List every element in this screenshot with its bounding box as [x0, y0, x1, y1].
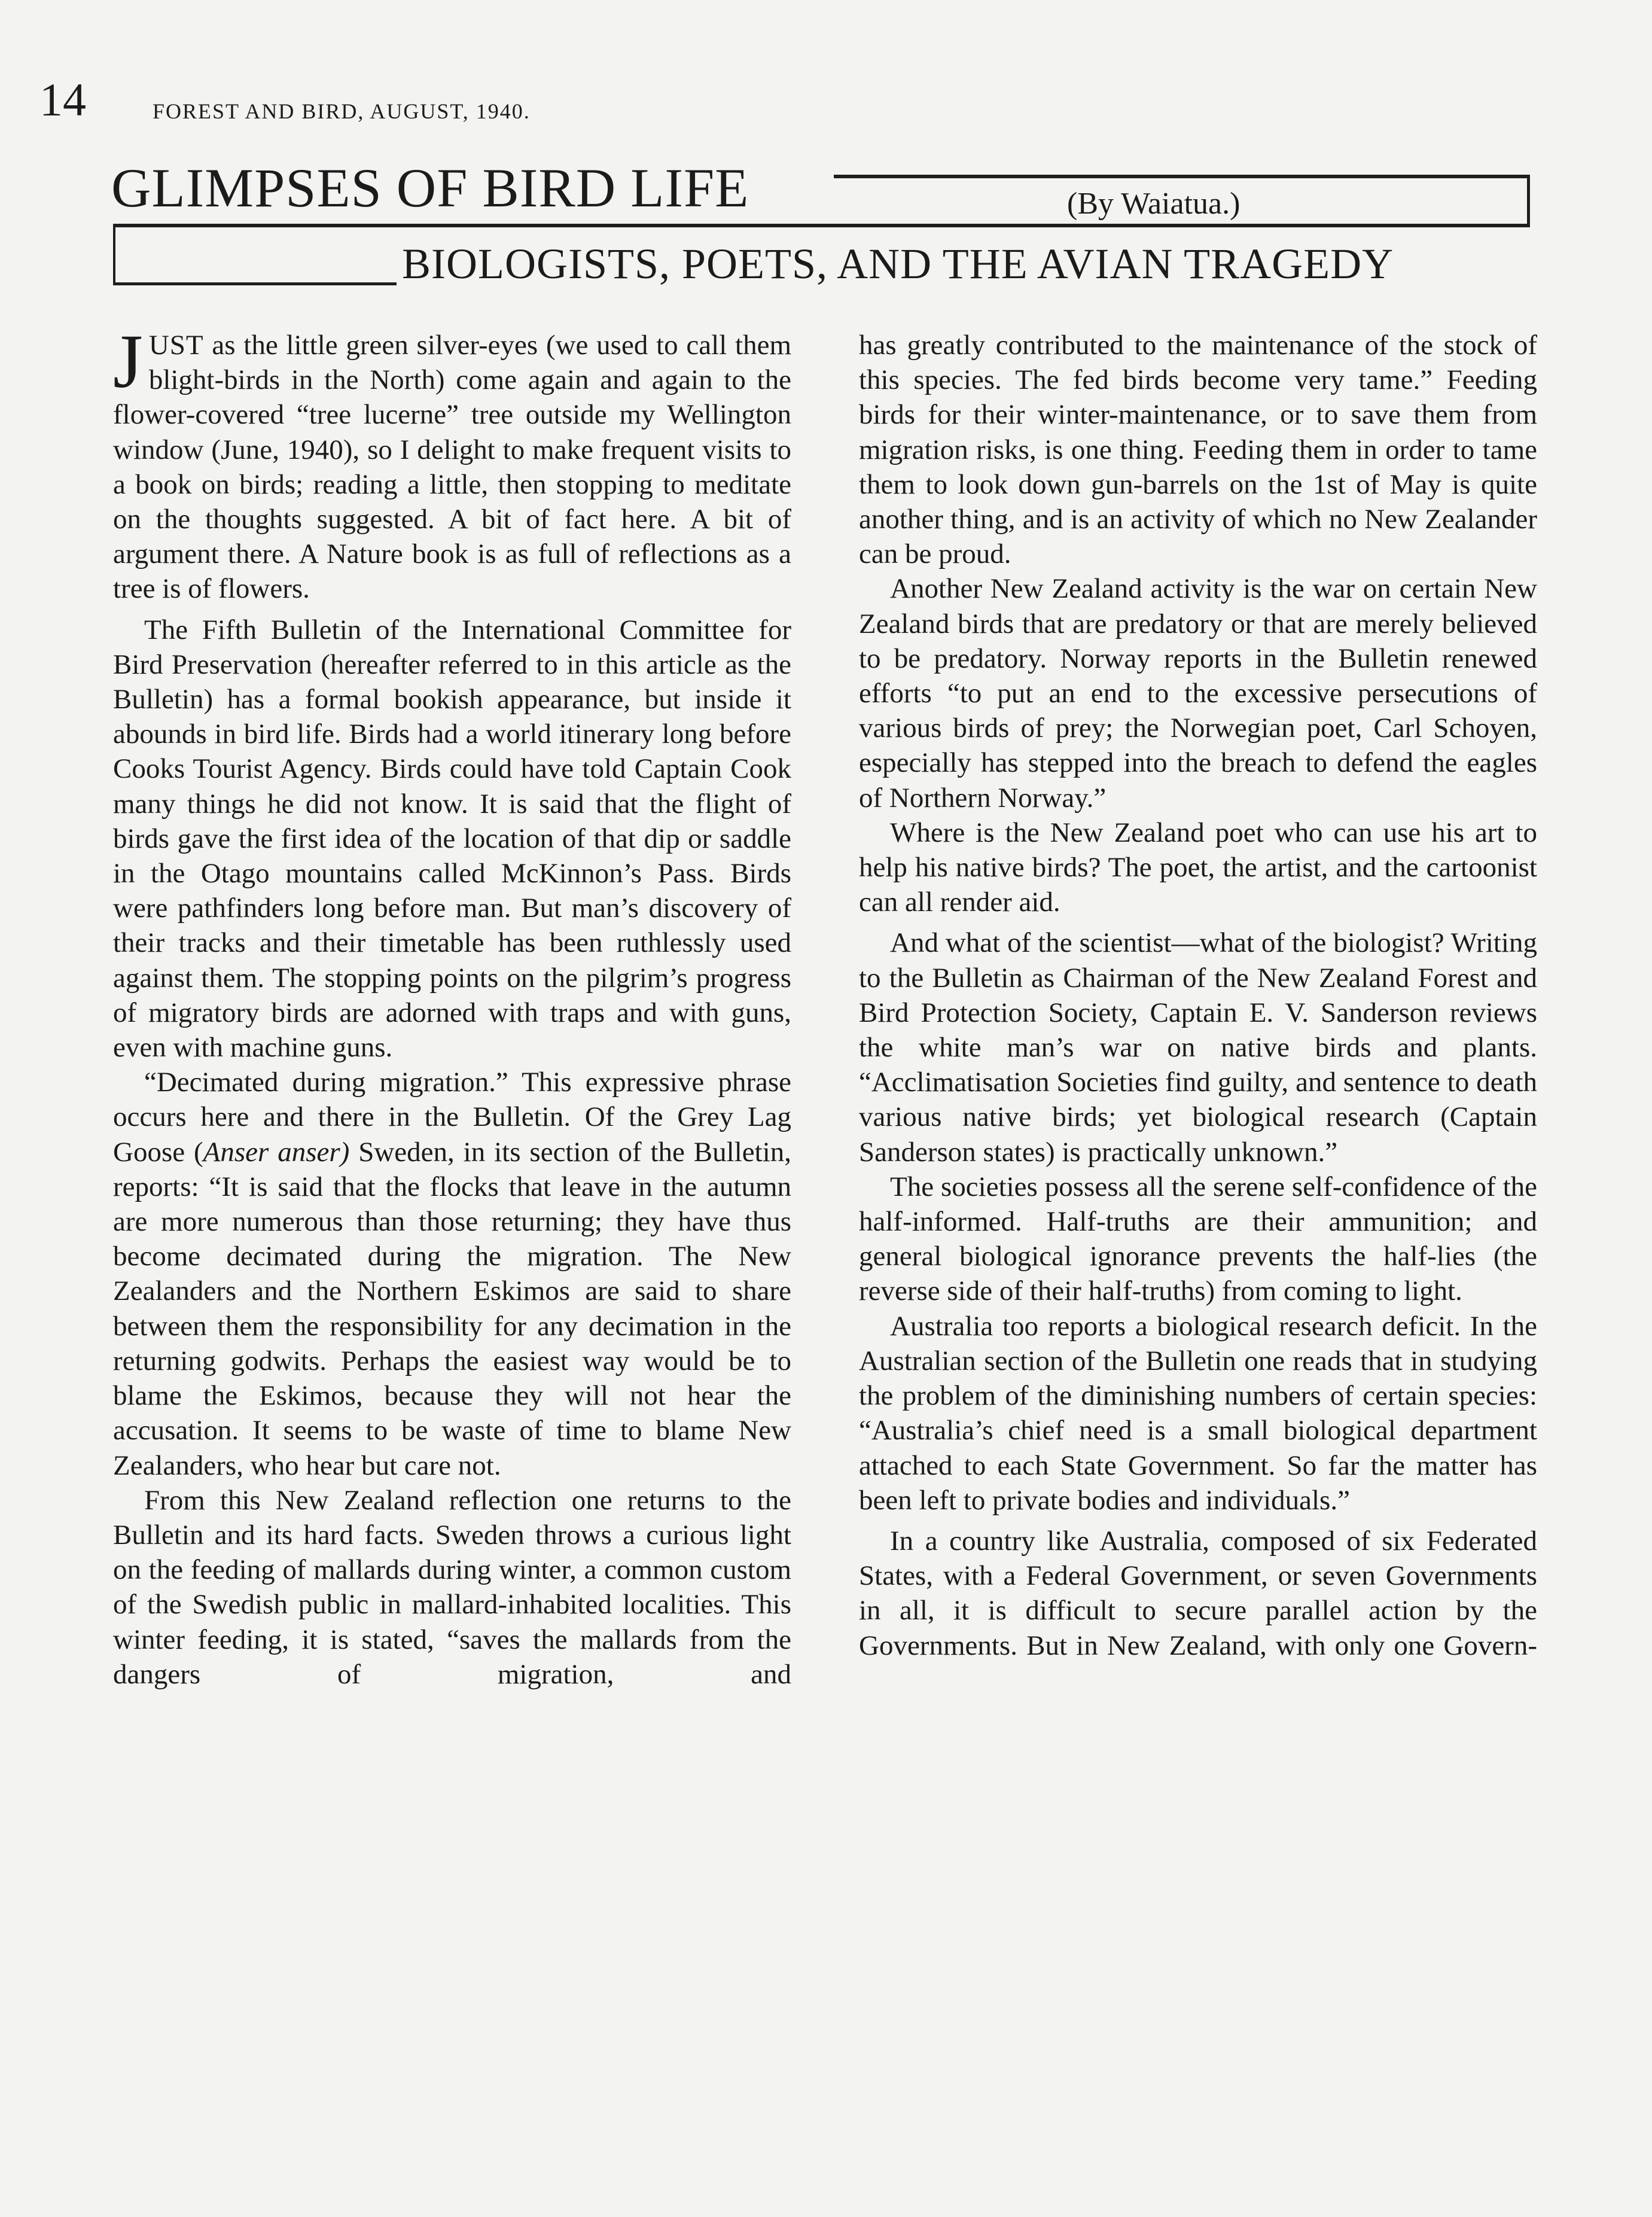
paragraph: The Fifth Bulletin of the International Committee for Bird Preservation (hereafter referred to in this article as the Bulletin) has a formal bookish appearance, but inside it abounds in bird life. Birds had a world itinerary long before Cooks Tourist Agency. Birds could have told Captain Cook many things he did not know. It is said that the flight of birds gave the first idea of the location of that dip or saddle in the Otago mountains called McKinnon’s Pass. Birds were pathfinders long before man. But man’s discovery of their tracks and their timetable has been ruthlessly used against them. The stopping points on the pilgrim’s progress of migratory birds are adorned with traps and with guns, even with machine guns.: [113, 614, 791, 1064]
subtitle-left-rule: [113, 226, 115, 285]
subtitle-short-rule: [113, 282, 397, 285]
title-top-rule: [834, 175, 1530, 178]
article-subtitle: BIOLOGISTS, POETS, AND THE AVIAN TRAGEDY: [402, 240, 1394, 288]
article-column-right: [859, 328, 1537, 1663]
drop-cap: J: [113, 319, 143, 404]
page-number: 14: [39, 74, 86, 126]
paragraph: The societies possess all the serene self-confidence of the half-informed. Half-truths are their ammunition; and general biological ignorance prevents the half-lies (the reverse side of their half-truths) from coming to light.: [859, 1171, 1537, 1307]
running-head: FOREST AND BIRD, AUGUST, 1940.: [153, 99, 531, 123]
paragraph: Another New Zealand activity is the war on certain New Zealand birds that are predatory or that are merely believed to be predatory. Norway reports in the Bulletin renewed efforts “to put an end to the excessive persecutions of various birds of prey; the Norwegian poet, Carl Schoyen, especially has stepped into the breach to defend the eagles of Northern Norway.”: [859, 573, 1537, 814]
article-byline: (By Waiatua.): [1067, 187, 1240, 221]
paragraph: has greatly contributed to the maintenance of the stock of this species. The fed birds become very tame.” Feeding birds for their winter-maintenance, or to save them from migration risks, is one thing. Feeding them in order to tame them to look down gun-barrels on the 1st of May is quite another thing, and is an activity of which no New Zealander can be proud.: [859, 330, 1537, 570]
title-bottom-rule: [113, 224, 1530, 227]
paragraph: Where is the New Zealand poet who can use his art to help his native birds? The poet, the artist, and the cartoonist can all render aid.: [859, 817, 1537, 918]
paragraph: In a country like Australia, composed of six Federated States, with a Federal Government, or seven Governments in all, it is difficult to secure parallel action by the Governments. But in New Zealand, with only one Govern-: [859, 1525, 1537, 1661]
article-column-left: [113, 319, 792, 1692]
paragraph: JUST as the little green silver-eyes (we used to call them blight-birds in the North) come again and again to the flower-covered “tree lucerne” tree outside my Wellington window (June, 1940), so I delight to make frequent visits to a book on birds; reading a little, then stopping to meditate on the thoughts suggested. A bit of fact here. A bit of argument there. A Nature book is as full of reflections as a tree is of flowers.: [113, 319, 791, 605]
paragraph: Australia too reports a biological research deficit. In the Australian section of the Bulletin one reads that in studying the problem of the diminishing numbers of certain species: “Australia’s chief need is a small biological department attached to each State Government. So far the matter has been left to private bodies and individuals.”: [859, 1310, 1537, 1516]
paragraph: From this New Zealand reflection one returns to the Bulletin and its hard facts. Sweden throws a curious light on the feeding of mallards during winter, a common custom of the Swedish public in mallard-inhabited localities. This winter feeding, it is stated, “saves the mallards from the dangers of migration, and: [113, 1484, 791, 1690]
article-title: GLIMPSES OF BIRD LIFE: [111, 157, 749, 218]
paragraph: And what of the scientist—what of the biologist? Writing to the Bulletin as Chairman of the New Zealand Forest and Bird Protection Society, Captain E. V. Sanderson reviews the white man’s war on native birds and plants. “Acclimatisation Societies find guilty, and sentence to death various native birds; yet biological research (Captain Sanderson states) is practically unknown.”: [859, 927, 1537, 1168]
title-right-rule: [1527, 175, 1530, 227]
paragraph: “Decimated during migration.” This expressive phrase occurs here and there in the Bulletin. Of the Grey Lag Goose (Anser anser) Sweden, in its section of the Bulletin, reports: “It is said that the flocks that leave in the autumn are more numerous than those returning; they have thus become decimated during the migration. The New Zealanders and the Northern Eskimos are said to share between them the responsibility for any decimation in the returning godwits. Perhaps the easiest way would be to blame the Eskimos, because they will not hear the accusation. It seems to be waste of time to blame New Zealanders, who hear but care not.: [113, 1067, 792, 1481]
